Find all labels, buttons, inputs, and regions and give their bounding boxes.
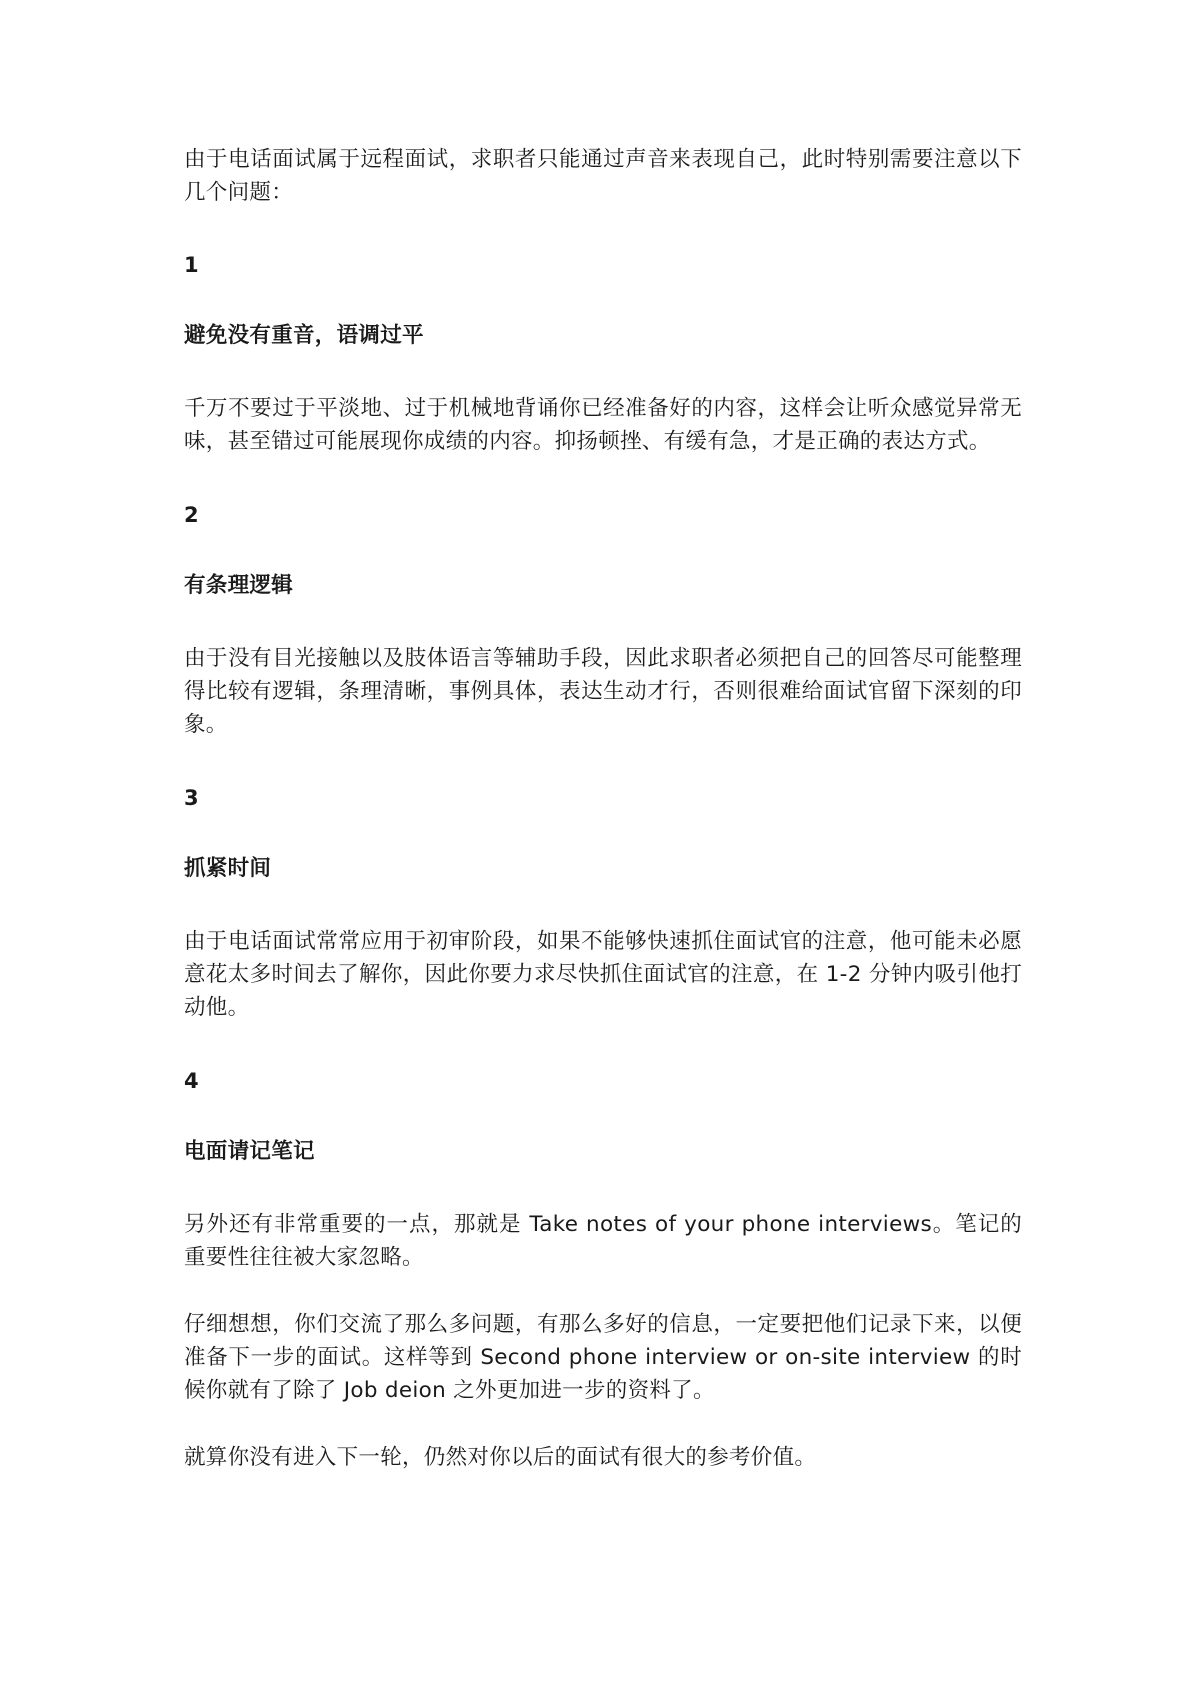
section-paragraph: 仔细想想，你们交流了那么多问题，有那么多好的信息，一定要把他们记录下来，以便准备下一步的面试。这样等到 Second phone interview or on-site interview 的时候你就有了除了 Job deion 之外更加进一步的资料了。 bbox=[184, 1312, 1022, 1403]
intro-paragraph: 由于电话面试属于远程面试，求职者只能通过声音来表现自己，此时特别需要注意以下几个问题： bbox=[184, 147, 1022, 205]
section-paragraph: 就算你没有进入下一轮，仍然对你以后的面试有很大的参考价值。 bbox=[184, 1445, 817, 1470]
document-body bbox=[184, 143, 1022, 1474]
section-heading: 电面请记笔记 bbox=[184, 1139, 315, 1164]
section-paragraph: 由于电话面试常常应用于初审阶段，如果不能够快速抓住面试官的注意，他可能未必愿意花太多时间去了解你，因此你要力求尽快抓住面试官的注意，在 1-2 分钟内吸引他打动他。 bbox=[184, 929, 1022, 1020]
section-paragraph: 千万不要过于平淡地、过于机械地背诵你已经准备好的内容，这样会让听众感觉异常无味，甚至错过可能展现你成绩的内容。抑扬顿挫、有缓有急，才是正确的表达方式。 bbox=[184, 396, 1022, 454]
section-number: 4 bbox=[184, 1069, 199, 1093]
section-number: 3 bbox=[184, 786, 199, 810]
section-number: 2 bbox=[184, 503, 199, 527]
section-number: 1 bbox=[184, 253, 199, 277]
section-heading: 抓紧时间 bbox=[184, 856, 272, 881]
section-heading: 有条理逻辑 bbox=[184, 573, 294, 598]
section-paragraph: 由于没有目光接触以及肢体语言等辅助手段，因此求职者必须把自己的回答尽可能整理得比较有逻辑，条理清晰，事例具体，表达生动才行，否则很难给面试官留下深刻的印象。 bbox=[184, 646, 1022, 737]
section-heading: 避免没有重音，语调过平 bbox=[184, 323, 424, 348]
section-paragraph: 另外还有非常重要的一点，那就是 Take notes of your phone interviews。笔记的重要性往往被大家忽略。 bbox=[184, 1212, 1022, 1270]
